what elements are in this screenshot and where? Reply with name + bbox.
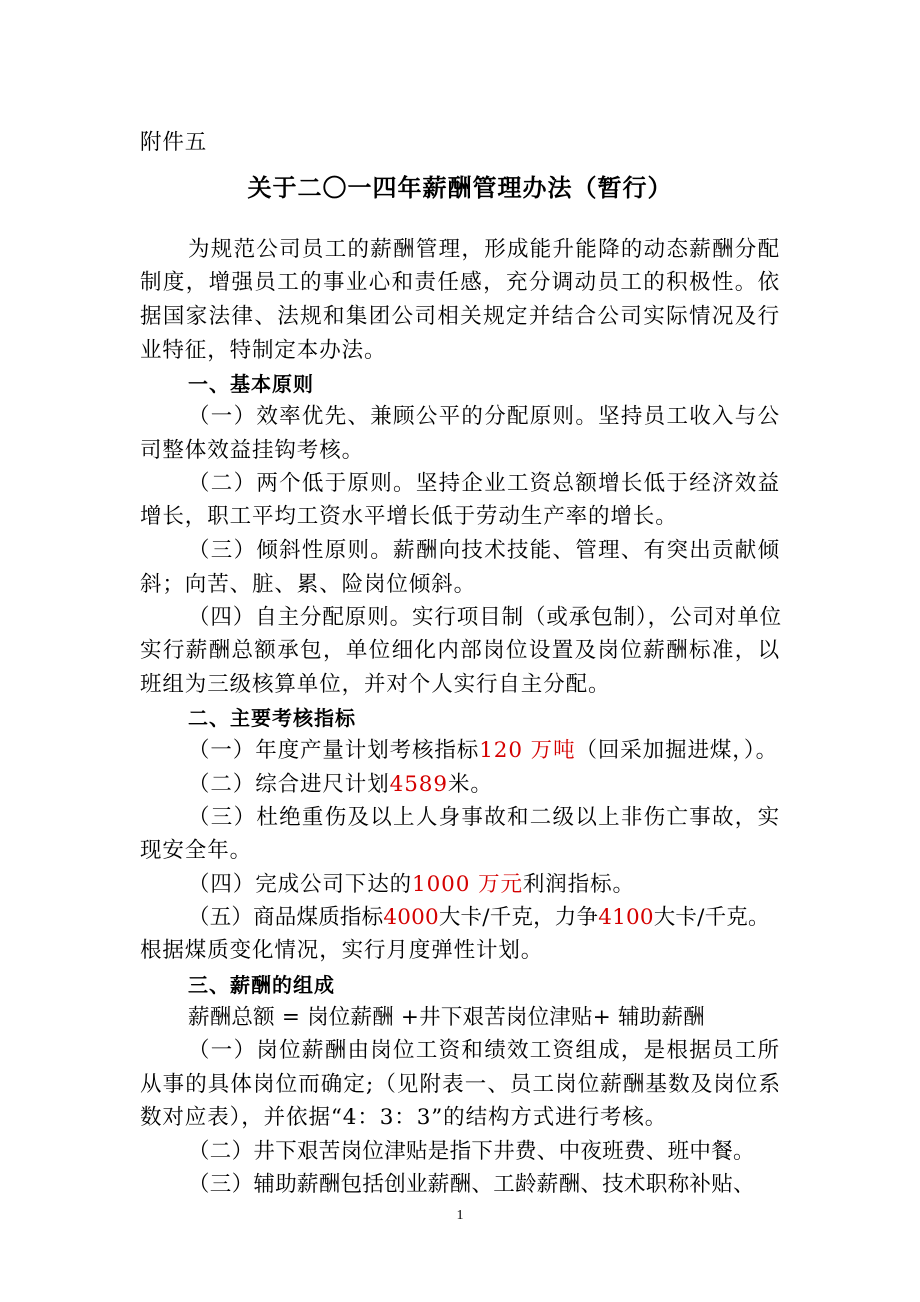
indicator-5-line-2: 根据煤质变化情况，实行月度弹性计划。 [140,938,544,963]
indicator-5-label: （五）商品煤质指标 [188,905,384,930]
section-heading-indicators: 二、主要考核指标 [188,706,356,730]
principle-4-line-3: 班组为三级核算单位，并对个人实行自主分配。 [140,672,611,697]
intro-line-3: 据国家法律、法规和集团公司相关规定并结合公司实际情况及行 [140,304,780,329]
principle-2-line-2: 增长，职工平均工资水平增长低于劳动生产率的增长。 [140,504,678,529]
intro-line-2: 制度，增强员工的事业心和责任感，充分调动员工的积极性。依 [140,270,780,295]
composition-1-line-3: 数对应表），并依据“4：3：3”的结构方式进行考核。 [140,1105,668,1130]
section-heading-principles: 一、基本原则 [188,372,314,396]
indicator-5-value-1: 4000 [383,905,439,930]
indicator-5-value-2: 4100 [598,905,654,930]
indicator-1-label: （一）年度产量计划考核指标 [188,738,480,763]
composition-3-line-1: （三）辅助薪酬包括创业薪酬、工龄薪酬、技术职称补贴、 [188,1172,755,1197]
principle-3-line-1: （三）倾斜性原则。薪酬向技术技能、管理、有突出贡献倾 [188,538,780,563]
indicator-2-value: 4589 [389,772,448,797]
indicator-4-value: 1000 万元 [412,872,523,897]
indicator-4-unit: 利润指标。 [522,872,635,897]
principle-1-line-2: 司整体效益挂钩考核。 [140,438,365,463]
indicator-1 [188,736,778,766]
indicator-1-note: （回采加掘进煤，）。 [575,738,778,763]
indicator-2-unit: 米。 [447,772,493,797]
principle-4-line-2: 实行薪酬总额承包，单位细化内部岗位设置及岗位薪酬标准，以 [140,638,780,663]
intro-line-4: 业特征，特制定本办法。 [140,338,387,363]
indicator-5 [188,903,770,933]
indicator-3-line-1: （三）杜绝重伤及以上人身事故和二级以上非伤亡事故，实 [188,805,780,830]
principle-3-line-2: 斜；向苦、脏、累、险岗位倾斜。 [140,572,477,597]
indicator-5-unit: 大卡/千克。 [653,905,770,930]
attachment-label: 附件五 [140,130,208,155]
principle-2-line-1: （二）两个低于原则。坚持企业工资总额增长低于经济效益 [188,471,780,496]
page-number: 1 [456,1208,464,1223]
intro-line-1: 为规范公司员工的薪酬管理，形成能升能降的动态薪酬分配 [188,237,780,262]
document-title: 关于二〇一四年薪酬管理办法（暂行） [247,174,673,202]
indicator-1-value: 120 万吨 [479,738,576,763]
composition-1-line-1: （一）岗位薪酬由岗位工资和绩效工资组成，是根据员工所 [188,1038,780,1063]
indicator-5-mid: 大卡/千克，力争 [438,905,599,930]
section-heading-composition: 三、薪酬的组成 [188,973,335,997]
principle-4-line-1: （四）自主分配原则。实行项目制（或承包制），公司对单位 [188,605,783,630]
salary-formula: 薪酬总额 = 岗位薪酬 +井下艰苦岗位津贴+ 辅助薪酬 [188,1005,705,1030]
composition-2: （二）井下艰苦岗位津贴是指下井费、中夜班费、班中餐。 [188,1139,755,1164]
principle-1-line-1: （一）效率优先、兼顾公平的分配原则。坚持员工收入与公 [188,404,780,429]
indicator-2-label: （二）综合进尺计划 [188,772,390,797]
indicator-4-label: （四）完成公司下达的 [188,872,413,897]
indicator-2 [188,770,493,800]
indicator-3-line-2: 现安全年。 [140,838,253,863]
composition-1-line-2: 从事的具体岗位而确定;（见附表一、员工岗位薪酬基数及岗位系 [140,1072,780,1097]
indicator-4 [188,870,635,900]
